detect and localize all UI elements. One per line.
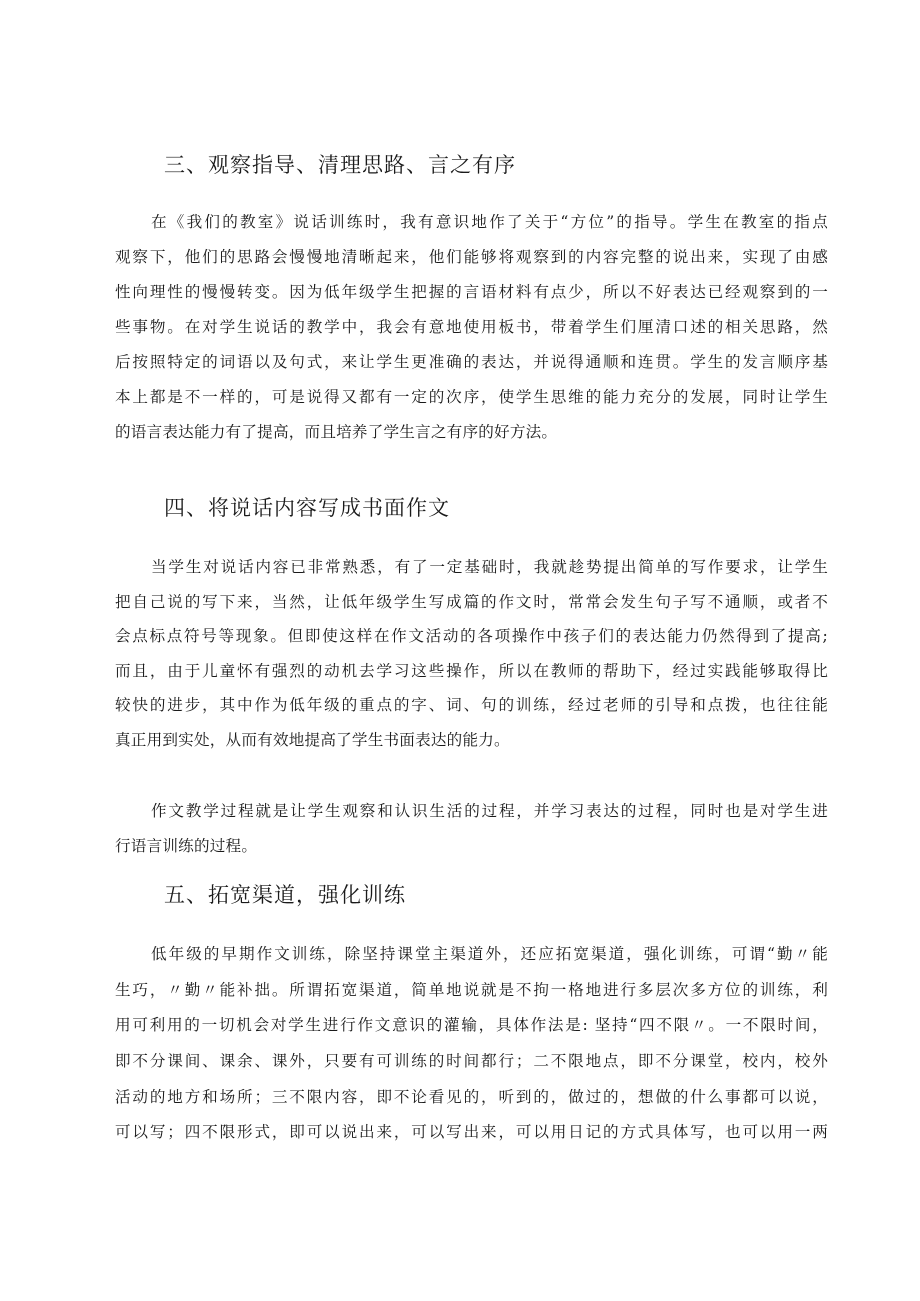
section-heading-5: 五、拓宽渠道，强化训练 [164,883,406,907]
paragraph-line: 真正用到实处，从而有效地提高了学生书面表达的能力。 [115,730,510,749]
paragraph-line: 性向理性的慢慢转变。因为低年级学生把握的言语材料有点少，所以不好表达已经观察到的一 [115,283,828,301]
section-5-paragraph-1 [115,937,828,1151]
paragraph-line: 把自己说的写下来，当然，让低年级学生写成篇的作文时，常常会发生句子写不通顺，或者不 [115,592,828,611]
paragraph-line: 的语言表达能力有了提高，而且培养了学生言之有序的好方法。 [115,423,558,441]
section-3-paragraph-1 [115,205,828,450]
paragraph-line: 行语言训练的过程。 [115,837,258,855]
paragraph-line: 后按照特定的词语以及句式，来让学生更准确的表达，并说得通顺和连贯。学生的发言顺序基 [115,353,828,371]
section-4-paragraph-2 [115,794,828,864]
paragraph-line: 会点标点符号等现象。但即使这样在作文活动的各项操作中孩子们的表达能力仍然得到了提高; [115,627,828,645]
section-heading-3: 三、观察指导、清理思路、言之有序 [164,153,516,177]
paragraph-line: 些事物。在对学生说话的教学中，我会有意地使用板书，带着学生们厘清口述的相关思路，然 [115,318,828,336]
paragraph-line: 本上都是不一样的，可是说得又都有一定的次序，使学生思维的能力充分的发展，同时让学生 [115,388,828,406]
paragraph-line: 在《我们的教室》说话训练时，我有意识地作了关于“方位”的指导。学生在教室的指点 [151,213,828,231]
paragraph-line: 观察下，他们的思路会慢慢地清晰起来，他们能够将观察到的内容完整的说出来，实现了由感 [115,248,828,266]
paragraph-line: 低年级的早期作文训练，除坚持课堂主渠道外，还应拓宽渠道，强化训练，可谓“勤〃能 [151,945,828,963]
paragraph-line: 用可利用的一切机会对学生进行作文意识的灌输，具体作法是: 坚持“四不限〃。一不限时间， [115,1016,828,1035]
paragraph-line: 可以写；四不限形式，即可以说出来，可以写出来，可以用日记的方式具体写，也可以用一两 [115,1123,828,1142]
paragraph-line: 而且，由于儿童怀有强烈的动机去学习这些操作，所以在教师的帮助下，经过实践能够取得比 [115,661,828,680]
paragraph-line: 当学生对说话内容已非常熟悉，有了一定基础时，我就趁势提出简单的写作要求，让学生 [151,558,828,576]
paragraph-line: 即不分课间、课余、课外，只要有可训练的时间都行；二不限地点，即不分课堂，校内，校外 [115,1052,828,1071]
paragraph-line: 作文教学过程就是让学生观察和认识生活的过程，并学习表达的过程，同时也是对学生进 [151,802,828,820]
paragraph-line: 活动的地方和场所；三不限内容，即不论看见的，听到的，做过的，想做的什么事都可以说， [115,1087,828,1106]
paragraph-line: 生巧，〃勤〃能补拙。所谓拓宽渠道，简单地说就是不拘一格地进行多层次多方位的训练，利 [115,980,828,999]
paragraph-line: 较快的进步，其中作为低年级的重点的字、词、句的训练，经过老师的引导和点拨，也往往能 [115,696,828,714]
section-heading-4: 四、将说话内容写成书面作文 [164,496,450,520]
section-4-paragraph-1 [115,550,828,757]
